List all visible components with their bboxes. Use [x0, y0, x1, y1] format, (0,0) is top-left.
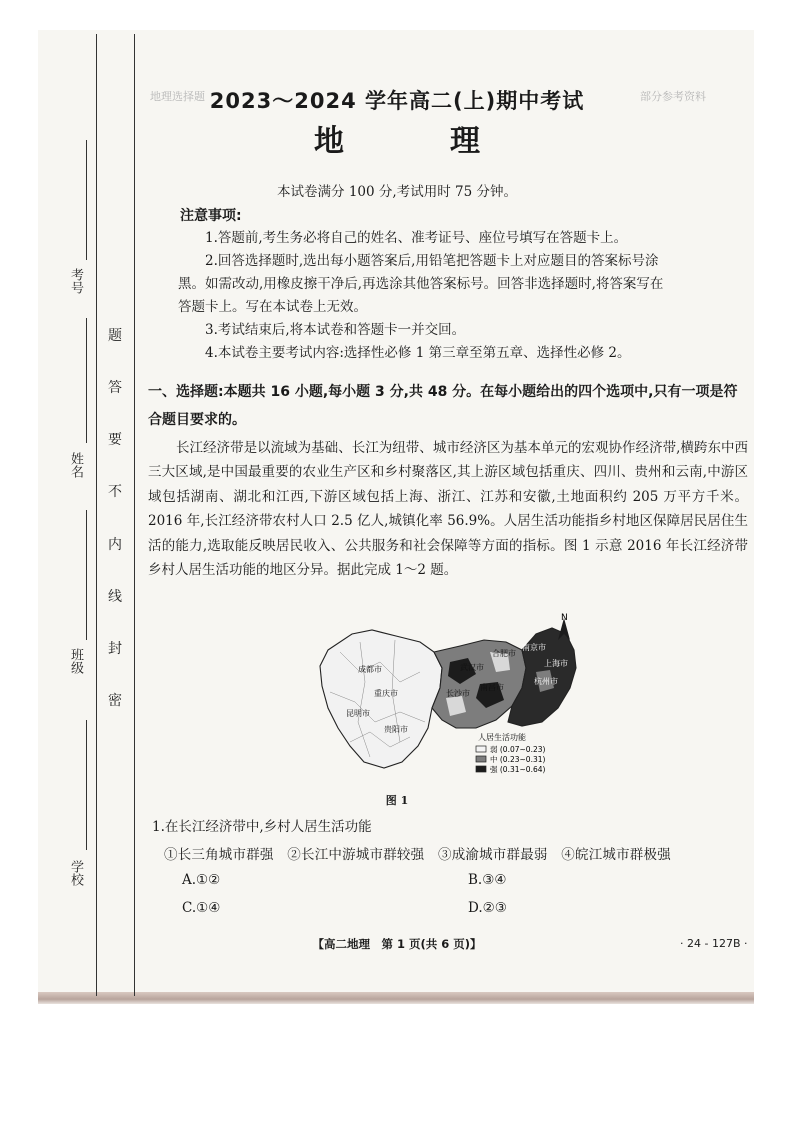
question-1-statements: ①长三角城市群强 ②长江中游城市群较强 ③成渝城市群最弱 ④皖江城市群极强	[164, 847, 671, 863]
city-label: 南昌市	[480, 683, 504, 692]
yangtze-map-figure	[300, 612, 600, 787]
legend-label-strong: 强 (0.31~0.64)	[490, 765, 546, 774]
legend-swatch-weak	[476, 746, 486, 752]
city-label: 昆明市	[346, 709, 370, 718]
school-label: 学校	[68, 860, 83, 886]
city-label: 武汉市	[460, 663, 484, 672]
class-line	[86, 510, 87, 640]
city-label: 长沙市	[446, 689, 470, 698]
seal-char: 要	[108, 432, 122, 449]
city-label: 贵阳市	[384, 725, 408, 734]
notes-heading: 注意事项:	[180, 208, 242, 224]
name-label: 姓名	[68, 452, 83, 478]
bleed-text-right: 部分参考资料	[640, 90, 706, 103]
paper-code: · 24 - 127B ·	[680, 937, 748, 950]
question-1-stem: 1.在长江经济带中,乡村人居生活功能	[152, 819, 372, 835]
page-footer: 【高二地理 第 1 页(共 6 页)】	[312, 937, 482, 951]
city-label: 重庆市	[374, 689, 398, 698]
legend-label-medium: 中 (0.23~0.31)	[490, 755, 546, 764]
note-item: 3.考试结束后,将本试卷和答题卡一并交回。	[205, 322, 466, 338]
option-d[interactable]: D.②③	[468, 900, 507, 916]
exam-title: 2023～2024 学年高二(上)期中考试	[209, 89, 585, 113]
seal-char: 不	[108, 484, 122, 501]
bleed-text-left: 地理选择题	[150, 90, 205, 103]
exam-no-label: 考号	[68, 268, 83, 294]
seal-char: 线	[108, 588, 122, 605]
note-item: 答题卡上。写在本试卷上无效。	[178, 299, 367, 315]
map-legend	[476, 732, 545, 774]
seal-char: 内	[108, 536, 122, 553]
note-item: 1.答题前,考生务必将自己的姓名、准考证号、座位号填写在答题卡上。	[205, 230, 628, 246]
section-heading: 一、选择题:本题共 16 小题,每小题 3 分,共 48 分。在每小题给出的四个选项中,只有一项是符合题目要求的。	[148, 384, 738, 428]
seal-char: 密	[108, 692, 122, 709]
note-item: 4.本试卷主要考试内容:选择性必修 1 第三章至第五章、选择性必修 2。	[205, 345, 631, 361]
legend-label-weak: 弱 (0.07~0.23)	[490, 745, 546, 754]
seal-char: 题	[108, 328, 122, 344]
note-item: 2.回答选择题时,选出每小题答案后,用铅笔把答题卡上对应题目的答案标号涂	[205, 253, 659, 269]
city-label: 南京市	[522, 643, 546, 652]
north-label: N	[561, 613, 568, 623]
subject-title: 地 理	[314, 124, 518, 159]
legend-title: 人居生活功能	[478, 733, 526, 742]
exam-info: 本试卷满分 100 分,考试用时 75 分钟。	[277, 184, 517, 200]
map-region-west	[320, 630, 442, 768]
map-svg	[300, 612, 600, 787]
seal-char: 封	[108, 640, 122, 657]
legend-swatch-medium	[476, 756, 486, 762]
passage: 长江经济带是以流域为基础、长江为纽带、城市经济区为基本单元的宏观协作经济带,横跨东中西三大区域,是中国最重要的农业生产区和乡村聚落区,其上游区域包括重庆、四川、贵州和云南,中游区域包括湖南、湖北和江西,下游区域包括上海、浙江、江苏和安徽,土地面积约 205 万平方千米。2016 年,长江经济带农村人口 2.5 亿人,城镇化率 56.9%。人居生活功能指乡村地区保障居民居住生活的能力,选取能反映居民收入、公共服务和社会保障等方面的指标。图 1 示意 2016 年长江经济带乡村人居生活功能的地区分异。据此完成 1～2 题。	[148, 440, 748, 579]
option-b[interactable]: B.③④	[468, 872, 507, 888]
class-label: 班级	[68, 648, 83, 674]
city-label: 成都市	[358, 665, 382, 674]
note-item: 黑。如需改动,用橡皮擦干净后,再选涂其他答案标号。回答非选择题时,将答案写在	[178, 276, 664, 292]
margin-line-inner	[134, 34, 135, 996]
paper-edge	[38, 992, 754, 1004]
city-label: 合肥市	[492, 649, 516, 658]
seal-char: 答	[108, 380, 122, 397]
option-c[interactable]: C.①④	[182, 900, 221, 916]
margin-line-outer	[96, 34, 97, 996]
option-a[interactable]: A.①②	[182, 872, 221, 888]
seal-text	[102, 325, 128, 710]
city-label: 上海市	[544, 659, 568, 668]
legend-swatch-strong	[476, 766, 486, 772]
school-line	[86, 720, 87, 850]
city-label: 杭州市	[534, 677, 558, 686]
name-line	[86, 318, 87, 443]
figure-caption: 图 1	[385, 794, 409, 807]
